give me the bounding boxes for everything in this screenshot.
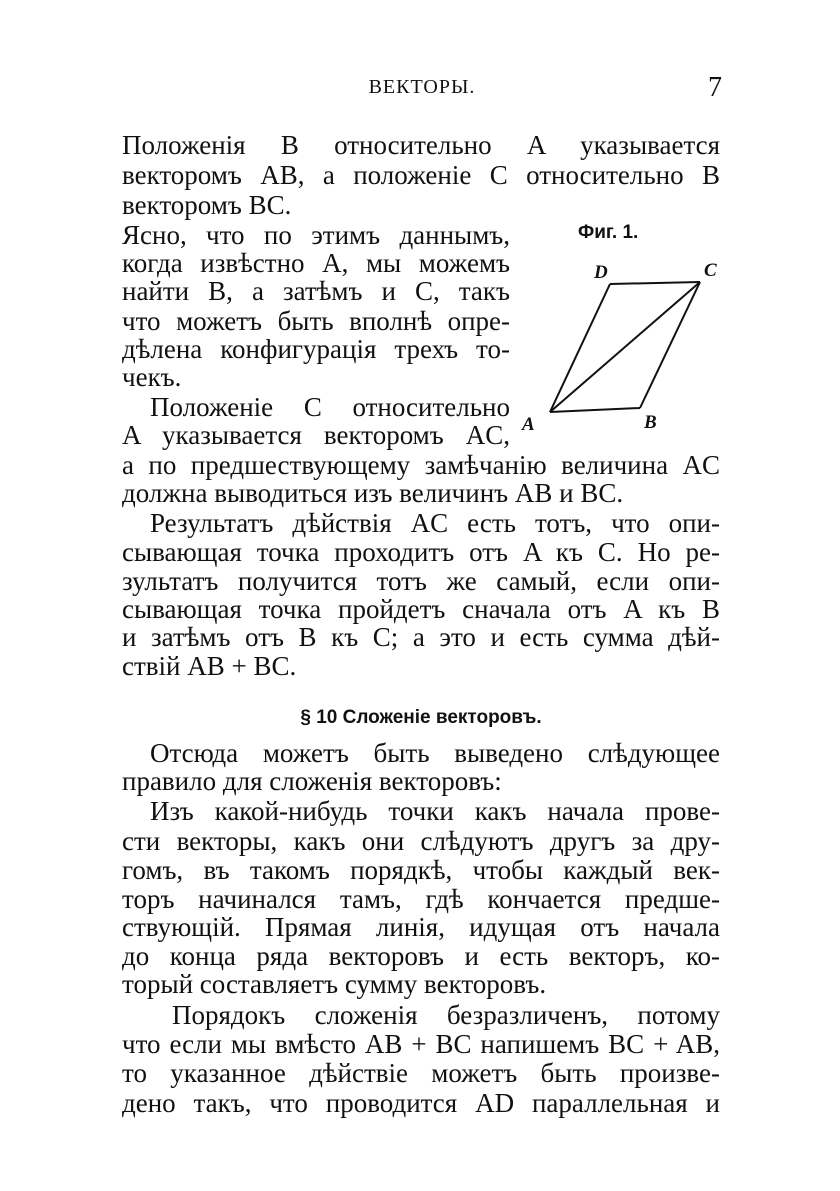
text-line: Положенія B относительно A указывается — [122, 130, 720, 160]
text-line: до конца ряда векторовъ и есть векторъ, ко- — [122, 941, 720, 971]
text-line: Отсюда можетъ быть выведено слѣдующее — [150, 738, 720, 768]
page-number: 7 — [708, 72, 722, 103]
text-line: ствующій. Прямая линія, идущая отъ начала — [122, 912, 720, 942]
text-line: когда извѣстно A, мы можемъ — [122, 248, 510, 278]
text-line: и затѣмъ отъ B къ C; а это и есть сумма дѣй- — [122, 622, 720, 652]
text-line: торый составляетъ сумму векторовъ. — [122, 969, 547, 999]
point-label-b: B — [644, 412, 657, 433]
text-line: зультатъ получится тотъ же самый, если опи- — [122, 566, 720, 596]
text-line: векторомъ AB, а положеніе C относительно B — [122, 160, 720, 190]
text-line: а по предшествующему замѣчанію величина AC — [122, 450, 720, 480]
text-line: сти векторы, какъ они слѣдуютъ другъ за дру- — [122, 826, 720, 856]
figure-1 — [516, 222, 736, 448]
segment-bc — [640, 282, 700, 408]
point-label-c: C — [704, 260, 717, 281]
text-line: что можетъ быть вполнѣ опре- — [122, 306, 510, 336]
text-line: сывающая точка проходитъ отъ A къ C. Но ре- — [122, 537, 720, 567]
text-line: ствій AB + BC. — [122, 651, 297, 681]
text-line: Порядокъ сложенія безразличенъ, потому — [172, 1000, 720, 1030]
text-line: Ясно, что по этимъ даннымъ, — [122, 220, 510, 250]
text-line: Положеніе C относительно — [150, 392, 510, 422]
point-label-d: D — [594, 262, 608, 283]
text-line: правило для сложенія векторовъ: — [122, 766, 502, 796]
segment-da — [550, 284, 610, 412]
text-line: векторомъ BC. — [122, 190, 292, 220]
point-label-a: A — [522, 414, 535, 435]
text-line: дѣлена конфигурація трехъ то- — [122, 334, 510, 364]
running-head — [122, 72, 722, 106]
segment-ab — [550, 408, 640, 412]
text-line: дено такъ, что проводится AD параллельная и — [122, 1088, 720, 1118]
parallelogram-diagram — [516, 222, 736, 448]
diagonal-ac — [550, 282, 700, 412]
text-line: A указывается векторомъ AC, — [122, 420, 510, 450]
text-line: найти B, а затѣмъ и C, такъ — [122, 276, 510, 306]
text-line: чекъ. — [122, 362, 182, 392]
text-line: Изъ какой-нибудь точки какъ начала прове- — [150, 796, 720, 826]
text-line: Результатъ дѣйствія AC есть тотъ, что опи- — [150, 508, 720, 538]
text-line: должна выводиться изъ величинъ AB и BC. — [122, 478, 624, 508]
segment-cd — [610, 282, 700, 284]
text-line: гомъ, въ такомъ порядкѣ, чтобы каждый век- — [122, 855, 720, 885]
text-line: что если мы вмѣсто AB + BC напишемъ BC + AB, — [122, 1029, 720, 1059]
section-heading: § 10 Сложеніе векторовъ. — [300, 707, 542, 728]
running-title: ВЕКТОРЫ. — [368, 76, 476, 98]
text-line: торъ начинался тамъ, гдѣ кончается предше- — [122, 884, 720, 914]
figure-caption: Фиг. 1. — [578, 222, 639, 243]
text-line: то указанное дѣйствіе можетъ быть произве- — [122, 1058, 720, 1088]
text-line: сывающая точка пройдетъ сначала отъ A къ B — [122, 594, 720, 624]
